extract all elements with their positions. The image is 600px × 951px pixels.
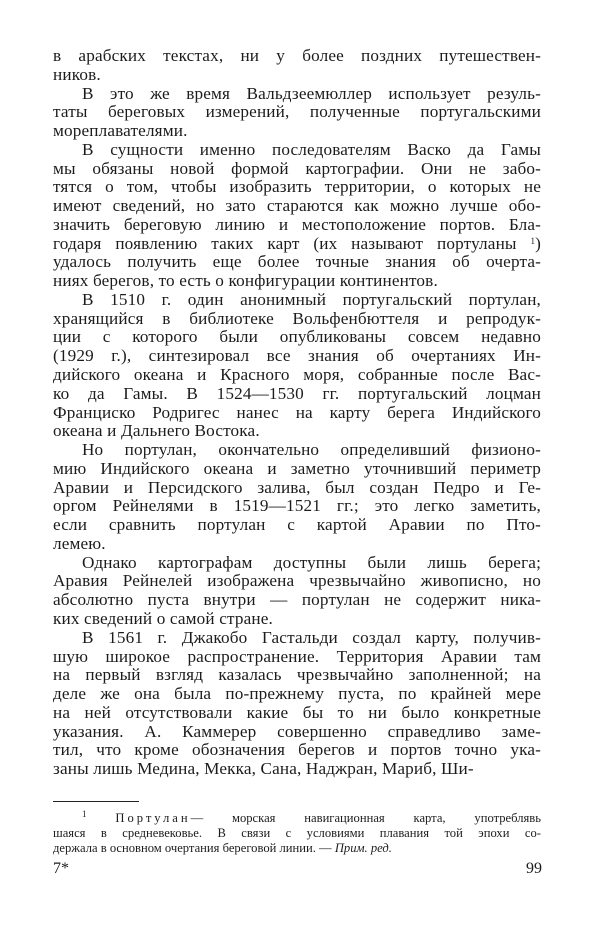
text-line [53,648,541,667]
line-text: таты береговых измерений, полученные португальскими [53,102,541,122]
text-line [53,479,541,498]
text-line [53,572,541,591]
footnote-text: — морская навигационная карта, употреблявь [190,811,541,825]
paragraph [53,441,541,554]
footnote-line [53,841,541,856]
line-text: годаря появлению таких карт (их называют портуланы [53,233,517,253]
line-text: ции с которого были опубликованы совсем недавно [53,327,541,347]
editor-note: Прим. ред. [334,841,392,855]
text-line [53,741,541,760]
text-line [53,666,541,685]
text-line [53,441,541,460]
text-line [53,404,541,423]
line-text: Аравии и Персидского залива, был создан Педро и Ге- [53,477,541,497]
text-line [53,85,541,104]
line-text: тятся о том, чтобы изобразить территории, о которых не [53,177,541,197]
text-line [53,497,541,516]
line-text: если сравнить портулан с картой Аравии по Пто- [53,515,541,535]
text-line [53,610,541,629]
text-line [53,272,541,291]
footnote-marker: 1 [82,809,87,819]
text-line [53,591,541,610]
closing-paren: ) [535,233,542,253]
text-line [53,535,541,554]
text-line [53,122,541,141]
text-line [53,385,541,404]
line-text: ников. [53,64,101,84]
line-text: мию Индийского океана и заметно уточнивший периметр [53,458,541,478]
text-line [53,310,541,329]
line-text: хранящийся в библиотеке Вольфенбюттеля и репродук- [53,308,541,328]
text-line [53,197,541,216]
line-text: оргом Рейнелями в 1519—1521 гг.; это легко заметить, [53,496,541,516]
text-line [53,253,541,272]
paragraph [53,629,541,779]
line-text: на первый взгляд казалась чрезвычайно заполненной; на [53,665,541,685]
line-text: ко да Гамы. В 1524—1530 гг. португальский лоцман [53,383,541,403]
line-text: заны лишь Медина, Мекка, Сана, Наджран, Мариб, Ши- [53,759,474,779]
text-line [53,723,541,742]
line-text: ких сведений о самой стране. [53,608,273,628]
footnote-line [53,811,541,826]
footnote-reference: 1 [530,235,536,246]
text-line [53,347,541,366]
signature-mark: 7* [53,860,69,877]
footnote-divider [53,801,139,802]
line-text: деле же она была по-прежнему пуста, по крайней мере [53,684,541,704]
line-text: Но портулан, окончательно определивший физионо- [82,440,541,460]
text-line [53,760,541,779]
text-line [53,422,541,441]
text-line [53,291,541,310]
line-text: значить береговую линию и местоположение портов. Бла- [53,214,541,234]
line-text: ниях берегов, то есть о конфигурации континентов. [53,271,438,291]
line-text: тил, что кроме обозначения берегов и портов точно ука- [53,740,541,760]
text-line [53,516,541,535]
text-line [53,216,541,235]
paragraph [53,554,541,629]
line-text: имеют сведений, но зато стараются как можно лучше обо- [53,196,541,216]
line-text: дийского океана и Красного моря, собранные после Вас- [53,365,541,385]
text-line [53,47,541,66]
text-line [53,178,541,197]
line-text: В сущности именно последователям Васко да Гамы [82,139,541,159]
line-text: Однако картографам доступны были лишь берега; [82,552,541,572]
line-text: В это же время Вальдзеемюллер использует резуль- [82,83,541,103]
page-number: 99 [526,860,542,877]
line-text: Франциско Родригес нанес на карту берега Индийского [53,402,541,422]
line-text: Аравия Рейнелей изображена чрезвычайно живописно, но [53,571,541,591]
text-line [53,328,541,347]
line-text: удалось получить еще более точные знания об очерта- [53,252,541,272]
line-text: абсолютно пуста внутри — портулан не содержит ника- [53,590,541,610]
text-line [53,160,541,179]
paragraph [53,85,541,141]
paragraph [53,291,541,441]
footnote-line: шаяся в средневековье. В связи с условиями плавания той эпохи со- [53,826,541,840]
line-text: мы обязаны новой формой картографии. Они не забо- [53,158,541,178]
line-text: на ней отсутствовали какие бы то ни было конкретные [53,702,541,722]
line-text: В 1510 г. один анонимный португальский портулан, [82,289,541,309]
text-line [53,704,541,723]
body-text [53,47,541,779]
line-text: (1929 г.), синтезировал все знания об очертаниях Ин- [53,346,541,366]
line-text: лемею. [53,533,106,553]
text-line [53,554,541,573]
text-line [53,460,541,479]
line-text: указания. А. Каммерер совершенно справедливо заме- [53,721,541,741]
text-line [53,685,541,704]
line-text: океана и Дальнего Востока. [53,421,260,441]
line-text: шую широкое распространение. Территория Аравии там [53,646,541,666]
line-text: В 1561 г. Джакобо Гастальди создал карту, получив- [82,627,541,647]
text-line [53,366,541,385]
line-text: в арабских текстах, ни у более поздних путешествен- [53,46,541,65]
footnote-text: держала в основном очертания береговой линии. — [53,841,332,855]
footnote-term: Портулан [115,811,191,825]
line-text: мореплавателями. [53,121,188,141]
text-line [53,66,541,85]
text-line [53,235,541,254]
text-line [53,629,541,648]
text-line [53,141,541,160]
text-line [53,103,541,122]
footnote [53,811,541,856]
paragraph [53,47,541,85]
paragraph [53,141,541,291]
